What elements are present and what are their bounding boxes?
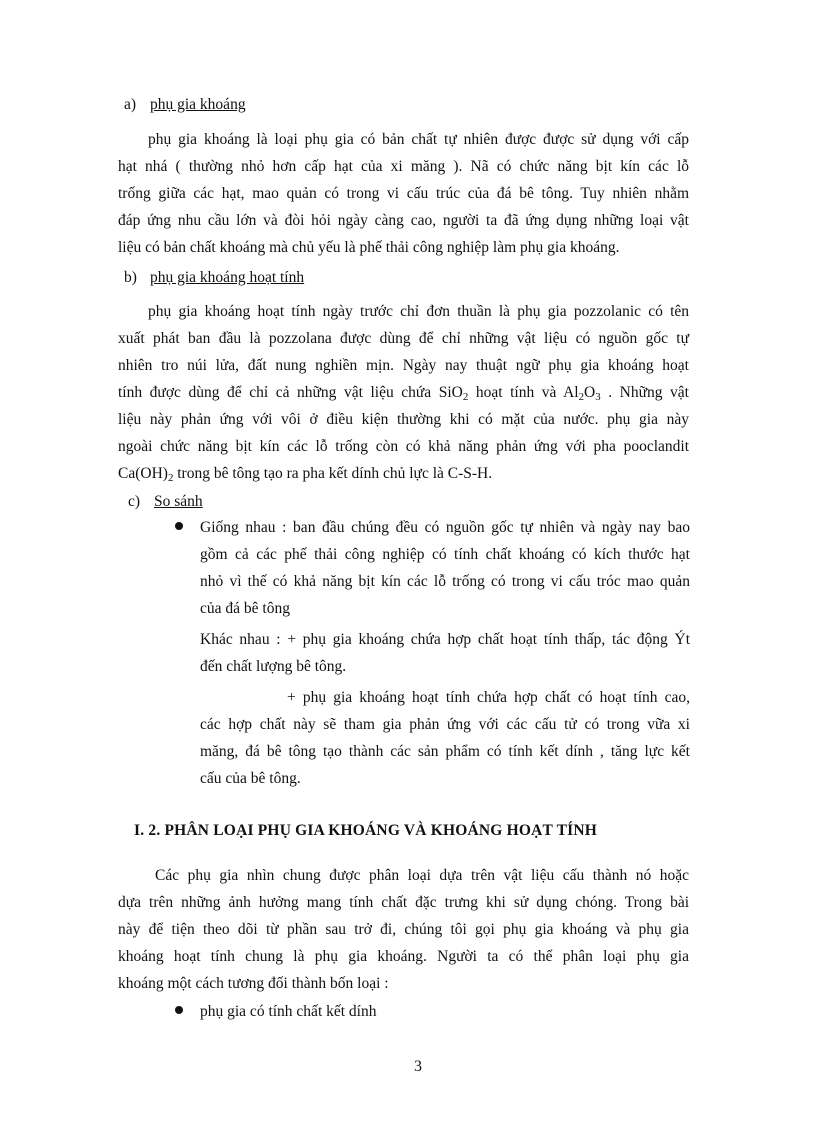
paragraph-line: gồm cả các phế thải công nghiệp có tính chất khoáng có kích thước hạt bbox=[200, 546, 690, 563]
paragraph-line: liệu này phản ứng với vôi ở điều kiện thường khi có mặt của nước. phụ gia này bbox=[118, 411, 689, 428]
paragraph-line: nhiên tro núi lửa, đất nung nghiền mịn. Ngày nay thuật ngữ phụ gia khoáng hoạt bbox=[118, 357, 689, 374]
section-c-marker: c) bbox=[128, 493, 141, 510]
section-b-heading bbox=[124, 269, 304, 287]
bullet-item: phụ gia có tính chất kết dính bbox=[200, 1003, 377, 1020]
section-a-marker: a) bbox=[124, 96, 137, 113]
similarities-paragraph bbox=[200, 514, 690, 622]
paragraph-line: dựa trên những ảnh hưởng mang tính chất đặc trưng khi sử dụng chóng. Trong bài bbox=[118, 894, 689, 911]
paragraph-line: Các phụ gia nhìn chung được phân loại dựa trên vật liệu cấu thành nó hoặc bbox=[155, 867, 689, 884]
classification-paragraph bbox=[118, 862, 689, 997]
paragraph-line: đến chất lượng bê tông. bbox=[200, 658, 347, 675]
differences-paragraph bbox=[200, 626, 690, 680]
section-b-paragraph bbox=[118, 298, 689, 487]
paragraph-line: nhỏ vì thế có khả năng bịt kín các lỗ trống có trong vi cấu tróc mao quản bbox=[200, 573, 690, 590]
paragraph-line: các hợp chất này sẽ tham gia phản ứng với các cấu tử có trong vữa xi bbox=[200, 716, 690, 733]
section-a-heading bbox=[124, 96, 246, 114]
differences-paragraph-2 bbox=[200, 684, 690, 792]
paragraph-line: cấu của bê tông. bbox=[200, 770, 301, 787]
section-c-title: So sánh bbox=[154, 493, 203, 510]
paragraph-line-formula: tính được dùng để chỉ cả những vật liệu chứa SiO$_2$ hoạt tính và $Al_2O_3$ . Những vật bbox=[118, 384, 689, 403]
paragraph-line: khoáng hoạt tính chung là phụ gia khoáng. Người ta có thể phân loại phụ gia bbox=[118, 948, 689, 965]
section-a-paragraph bbox=[118, 126, 689, 261]
section-title: I. 2. PHÂN LOẠI PHỤ GIA KHOÁNG VÀ KHOÁNG HOẠT TÍNH bbox=[134, 822, 597, 839]
section-a-title: phụ gia khoáng bbox=[150, 96, 246, 113]
section-b-marker: b) bbox=[124, 269, 137, 286]
paragraph-line: phụ gia khoáng hoạt tính ngày trước chỉ đơn thuần là phụ gia pozzolanic có tên bbox=[148, 303, 689, 320]
paragraph-line: xuất phát ban đầu là pozzolana được dùng để chỉ những vật liệu có nguồn gốc tự bbox=[118, 330, 689, 347]
paragraph-line: Khác nhau : + phụ gia khoáng chứa hợp chất hoạt tính thấp, tác động Ýt bbox=[200, 631, 690, 648]
paragraph-line: hạt nhá ( thường nhỏ hơn cấp hạt của xi măng ). Nã có chức năng bịt kín các lỗ bbox=[118, 158, 689, 175]
paragraph-line: ngoài chức năng bịt kín các lỗ trống còn có khả năng phản ứng với pha pooclandit bbox=[118, 438, 689, 455]
paragraph-line: đáp ứng nhu cầu lớn và đòi hỏi ngày càng cao, người ta đã ứng dụng những loại vật bbox=[118, 212, 689, 229]
bullet-icon bbox=[175, 522, 183, 530]
paragraph-line: liệu có bản chất khoáng mà chủ yếu là phế thải công nghiệp làm phụ gia khoáng. bbox=[118, 239, 620, 256]
section-b-title: phụ gia khoáng hoạt tính bbox=[150, 269, 305, 286]
bullet-icon bbox=[175, 1006, 183, 1014]
paragraph-line-formula: $Ca(OH)_2$ trong bê tông tạo ra pha kết dính chủ lực là C-S-H. bbox=[118, 465, 493, 484]
paragraph-line: + phụ gia khoáng hoạt tính chứa hợp chất có hoạt tính cao, bbox=[287, 689, 690, 706]
paragraph-line: măng, đá bê tông tạo thành các sản phẩm có tính kết dính , tăng lực kết bbox=[200, 743, 690, 760]
section-c-heading bbox=[128, 493, 203, 511]
paragraph-line: này để tiện theo dõi từ phần sau trở đi, chúng tôi gọi phụ gia khoáng và phụ gia bbox=[118, 921, 689, 938]
paragraph-line: khoáng một cách tương đối thành bốn loại : bbox=[118, 975, 389, 992]
paragraph-line: phụ gia khoáng là loại phụ gia có bản chất tự nhiên được được sử dụng với cấp bbox=[148, 131, 689, 148]
paragraph-line: trống giữa các hạt, mao quản có trong vi cấu trúc của đá bê tông. Tuy nhiên nhằm bbox=[118, 185, 689, 202]
paragraph-line: Giống nhau : ban đầu chúng đều có nguồn gốc tự nhiên và ngày nay bao bbox=[200, 519, 690, 536]
page-number: 3 bbox=[414, 1058, 422, 1075]
paragraph-line: của đá bê tông bbox=[200, 600, 290, 617]
